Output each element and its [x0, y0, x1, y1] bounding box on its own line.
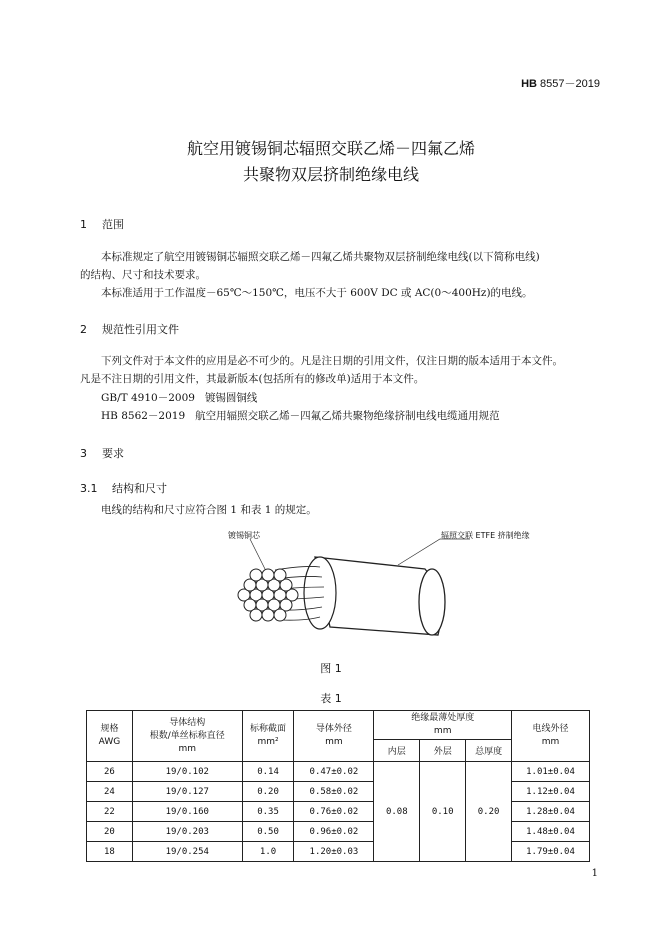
cell-conductor-od: 1.20±0.03	[294, 842, 374, 862]
section-title: 要求	[102, 447, 124, 460]
paragraph-line: 本标准规定了航空用镀锡铜芯辐照交联乙烯－四氟乙烯共聚物双层挤制绝缘电线(以下简称电线)	[101, 251, 540, 263]
cell-awg: 22	[87, 802, 133, 822]
reference-item	[101, 408, 510, 423]
wire-cross-section-illustration	[220, 535, 550, 650]
insulation-front-edge	[304, 557, 336, 629]
section-title: 范围	[102, 218, 124, 231]
cell-area: 0.35	[242, 802, 294, 822]
cell-awg: 26	[87, 762, 133, 782]
section-number: 1	[80, 218, 87, 231]
cell-strand: 19/0.254	[132, 842, 242, 862]
cell-area: 0.20	[242, 782, 294, 802]
paragraph-line: 凡是不注日期的引用文件，其最新版本(包括所有的修改单)适用于本文件。	[80, 373, 425, 385]
section-1-body	[80, 248, 602, 302]
subsection-title: 结构和尺寸	[112, 482, 167, 495]
cell-wire-od: 1.79±0.04	[512, 842, 590, 862]
document-title-line1: 航空用镀锡铜芯辐照交联乙烯－四氟乙烯	[186, 139, 475, 158]
cell-area: 1.0	[242, 842, 294, 862]
cell-area: 0.50	[242, 822, 294, 842]
header-conductor-od: 导体外径 mm	[294, 711, 374, 762]
cell-conductor-od: 0.58±0.02	[294, 782, 374, 802]
table-caption: 表 1	[320, 692, 342, 705]
cell-wire-od: 1.12±0.04	[512, 782, 590, 802]
cell-wire-od: 1.01±0.04	[512, 762, 590, 782]
section-title: 规范性引用文件	[102, 323, 179, 336]
cell-conductor-od: 0.47±0.02	[294, 762, 374, 782]
cell-wire-od: 1.28±0.04	[512, 802, 590, 822]
cell-wire-od: 1.48±0.04	[512, 822, 590, 842]
document-title-line2: 共聚物双层挤制绝缘电线	[242, 165, 419, 184]
cell-outer-thickness: 0.10	[420, 762, 466, 862]
paragraph-line: 电线的结构和尺寸应符合图 1 和表 1 的规定。	[101, 504, 317, 516]
cell-inner-thickness: 0.08	[374, 762, 420, 862]
leader-line-insulation	[398, 539, 470, 565]
cell-awg: 20	[87, 822, 133, 842]
cell-strand: 19/0.127	[132, 782, 242, 802]
table-row	[87, 822, 590, 842]
header-total-thickness: 总厚度	[466, 740, 512, 762]
cell-conductor-od: 0.76±0.02	[294, 802, 374, 822]
section-number: 3	[80, 447, 87, 460]
jacket-end	[419, 569, 445, 635]
cell-strand: 19/0.160	[132, 802, 242, 822]
section-1-heading	[80, 216, 124, 232]
header-nominal-area: 标称截面 mm²	[242, 711, 294, 762]
header-gauge: 规格 AWG	[87, 711, 133, 762]
reference-title: 镀锡圆铜线	[204, 392, 258, 404]
spec-table	[86, 710, 590, 862]
cell-strand: 19/0.203	[132, 822, 242, 842]
cell-strand: 19/0.102	[132, 762, 242, 782]
header-outer-layer: 外层	[420, 740, 466, 762]
cell-conductor-od: 0.96±0.02	[294, 822, 374, 842]
header-wire-od: 电线外径 mm	[512, 711, 590, 762]
reference-code: HB 8562－2019	[101, 410, 186, 422]
table-row	[87, 842, 590, 862]
reference-code: GB/T 4910－2009	[101, 392, 195, 404]
section-2-body	[80, 352, 602, 388]
paragraph-line: 下列文件对于本文件的应用是必不可少的。凡是注日期的引用文件，仅注日期的版本适用于本文件。	[101, 355, 563, 367]
cell-total-thickness: 0.20	[466, 762, 512, 862]
section-number: 2	[80, 323, 87, 336]
table-row	[87, 802, 590, 822]
table-row	[87, 762, 590, 782]
table-row	[87, 782, 590, 802]
cell-awg: 24	[87, 782, 133, 802]
cell-area: 0.14	[242, 762, 294, 782]
subsection-3-1-heading	[80, 480, 167, 496]
figure-label-insulation: 辐照交联 ETFE 挤制绝缘	[441, 531, 530, 540]
cell-awg: 18	[87, 842, 133, 862]
figure-label-core: 镀锡铜芯	[228, 531, 260, 540]
standard-number	[521, 75, 600, 91]
conductor-end	[238, 569, 298, 621]
paragraph-line: 的结构、尺寸和技术要求。	[80, 269, 206, 281]
header-conductor-structure: 导体结构 根数/单丝标称直径 mm	[132, 711, 242, 762]
table-header-row	[87, 711, 590, 740]
header-inner-layer: 内层	[374, 740, 420, 762]
section-3-heading	[80, 445, 124, 461]
paragraph-line: 本标准适用于工作温度－65℃～150℃，电压不大于 600V DC 或 AC(0～400Hz)的电线。	[101, 287, 533, 299]
section-2-heading	[80, 321, 179, 337]
section-3-body	[80, 501, 602, 519]
standard-prefix: HB	[521, 78, 537, 90]
page-number: 1	[591, 868, 598, 879]
standard-code: 8557－2019	[540, 78, 600, 90]
header-insulation-thickness: 绝缘最薄处厚度 mm	[374, 711, 512, 740]
figure-caption: 图 1	[320, 662, 342, 675]
reference-item	[101, 390, 267, 405]
subsection-number: 3.1	[80, 482, 98, 495]
reference-title: 航空用辐照交联乙烯－四氟乙烯共聚物绝缘挤制电线电缆通用规范	[195, 410, 500, 422]
